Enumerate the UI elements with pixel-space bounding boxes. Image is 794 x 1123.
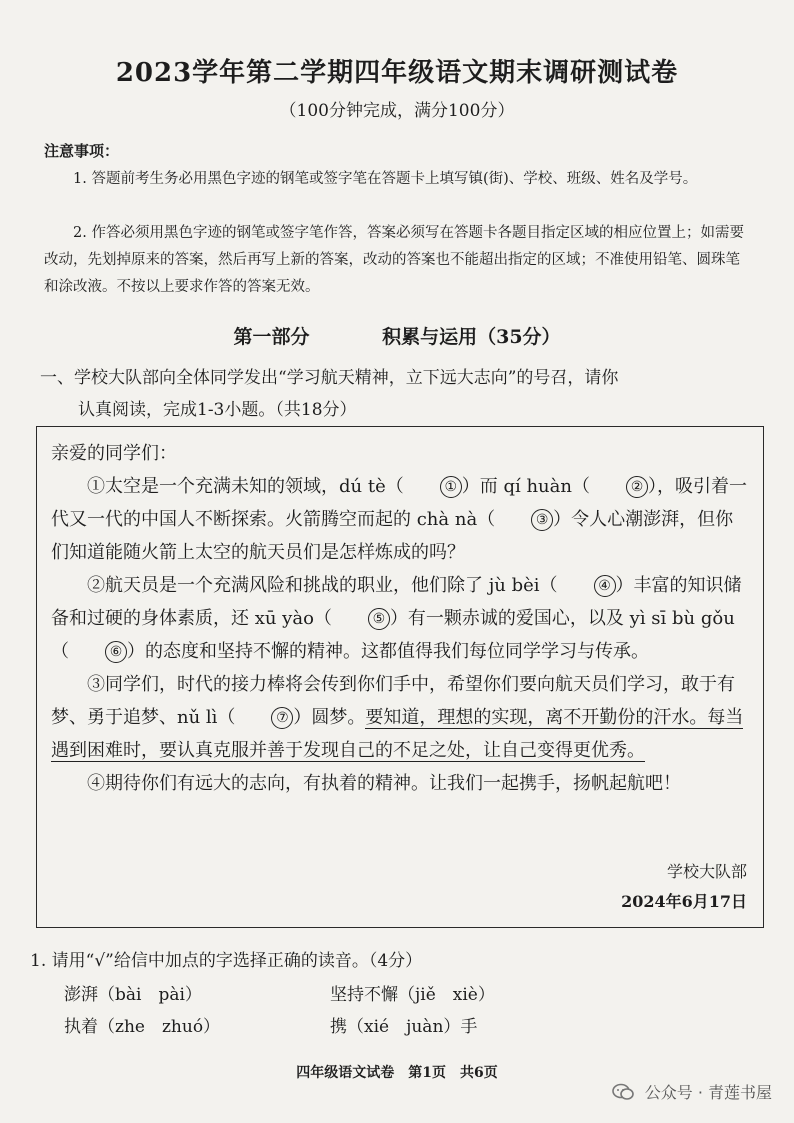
- watermark: [612, 1080, 772, 1105]
- letter-body: [51, 437, 751, 800]
- blank-number-7: ⑦: [271, 707, 293, 729]
- blank-number-3: ③: [531, 509, 553, 531]
- blank-1: [404, 470, 462, 503]
- letter-p1-text-d: ）令人心潮澎湃，但你们知道能随火箭上太空的航天员们是怎样炼成的吗？: [51, 509, 734, 563]
- letter-p2-text-d: ）的态度和坚持不懈的精神。这都值得我们每位同学学习与传承。: [127, 641, 649, 662]
- question-1-option-1: 澎湃（bài pài）: [64, 985, 202, 1005]
- question-intro-line1: 一、学校大队部向全体同学发出“学习航天精神，立下远大志向”的号召，请你: [40, 368, 619, 388]
- letter-paragraph-2: [51, 569, 751, 668]
- letter-sign-organization: 学校大队部: [666, 862, 747, 881]
- blank-2: [590, 470, 648, 503]
- letter-box: [36, 426, 764, 928]
- part-heading: [0, 322, 794, 349]
- letter-p2-text-b: ）丰富的知识储备和过硬的身体素质，还 xū yào（: [51, 575, 742, 629]
- letter-p3-text-b: ）圆梦。: [293, 707, 366, 728]
- letter-p3-text-a: ③同学们，时代的接力棒将会传到你们手中，希望你们要向航天员们学习，敢于有梦、勇于追梦、nǔ lì（: [51, 674, 735, 728]
- letter-p1-text-b: ）而 qí huàn（: [461, 476, 590, 497]
- letter-paragraph-1: [51, 470, 751, 569]
- exam-title: 2023学年第二学期四年级语文期末调研测试卷: [115, 58, 679, 88]
- watermark-text: 公众号 · 青莲书屋: [644, 1083, 772, 1102]
- letter-p1-text-a: ①太空是一个充满未知的领域，dú tè（: [87, 476, 404, 497]
- blank-6: [69, 635, 127, 668]
- letter-paragraph-4: ④期待你们有远大的志向，有执着的精神。让我们一起携手，扬帆起航吧！: [87, 773, 681, 794]
- page-footer: 四年级语文试卷 第1页 共6页: [296, 1065, 498, 1081]
- part-label: 第一部分: [233, 326, 310, 348]
- blank-5: [332, 602, 390, 635]
- question-1-text: 1. 请用“√”给信中加点的字选择正确的读音。（4分）: [30, 951, 423, 971]
- blank-number-2: ②: [626, 476, 648, 498]
- question-intro: [40, 362, 750, 426]
- letter-p3-underlined-text: 要知道，理想的实现，离不开勤份的汗水。每当遇到困难时，要认真克服并善于发现自己的不足之处，让自己变得更优秀。: [51, 707, 744, 761]
- letter-sign-date: 2024年6月17日: [621, 892, 747, 911]
- question-1-option-3: 执着（zhe zhuó）: [64, 1017, 221, 1037]
- blank-3: [495, 503, 553, 536]
- question-intro-line2: 认真阅读，完成1-3小题。（共18分）: [78, 400, 357, 420]
- part-name: 积累与运用（35分）: [382, 326, 561, 348]
- question-1-option-2: 坚持不懈（jiě xiè）: [330, 985, 495, 1005]
- letter-p1-text-c: ），吸引着一代又一代的中国人不断探索。火箭腾空而起的 chà nà（: [51, 476, 747, 530]
- notice-item-2: 2. 作答必须用黑色字迹的钢笔或签字笔作答，答案必须写在答题卡各题目指定区域的相应位置上；如需要改动，先划掉原来的答案，然后再写上新的答案，改动的答案也不能超出指定的区域；不准使用铅笔、圆珠笔和涂改液。不按以上要求作答的答案无效。: [44, 225, 744, 295]
- blank-number-5: ⑤: [368, 608, 390, 630]
- exam-subtitle: （100分钟完成，满分100分）: [279, 101, 515, 121]
- letter-paragraph-3: [51, 668, 751, 767]
- blank-number-1: ①: [440, 476, 462, 498]
- letter-greeting: 亲爱的同学们：: [51, 443, 177, 464]
- wechat-icon: [612, 1083, 634, 1105]
- blank-number-4: ④: [594, 575, 616, 597]
- notice-item-1: 1. 答题前考生务必用黑色字迹的钢笔或签字笔在答题卡上填写镇(街)、学校、班级、姓名及学号。: [73, 171, 698, 187]
- blank-7: [235, 701, 293, 734]
- letter-p2-text-a: ②航天员是一个充满风险和挑战的职业，他们除了 jù bèi（: [87, 575, 558, 596]
- blank-4: [558, 569, 616, 602]
- blank-number-6: ⑥: [105, 641, 127, 663]
- notice-title: 注意事项：: [44, 142, 120, 160]
- letter-p2-text-c: ）有一颗赤诚的爱国心，以及 yì sī bù gǒu（: [51, 608, 735, 662]
- question-1-option-4: 携（xié juàn）手: [330, 1017, 478, 1037]
